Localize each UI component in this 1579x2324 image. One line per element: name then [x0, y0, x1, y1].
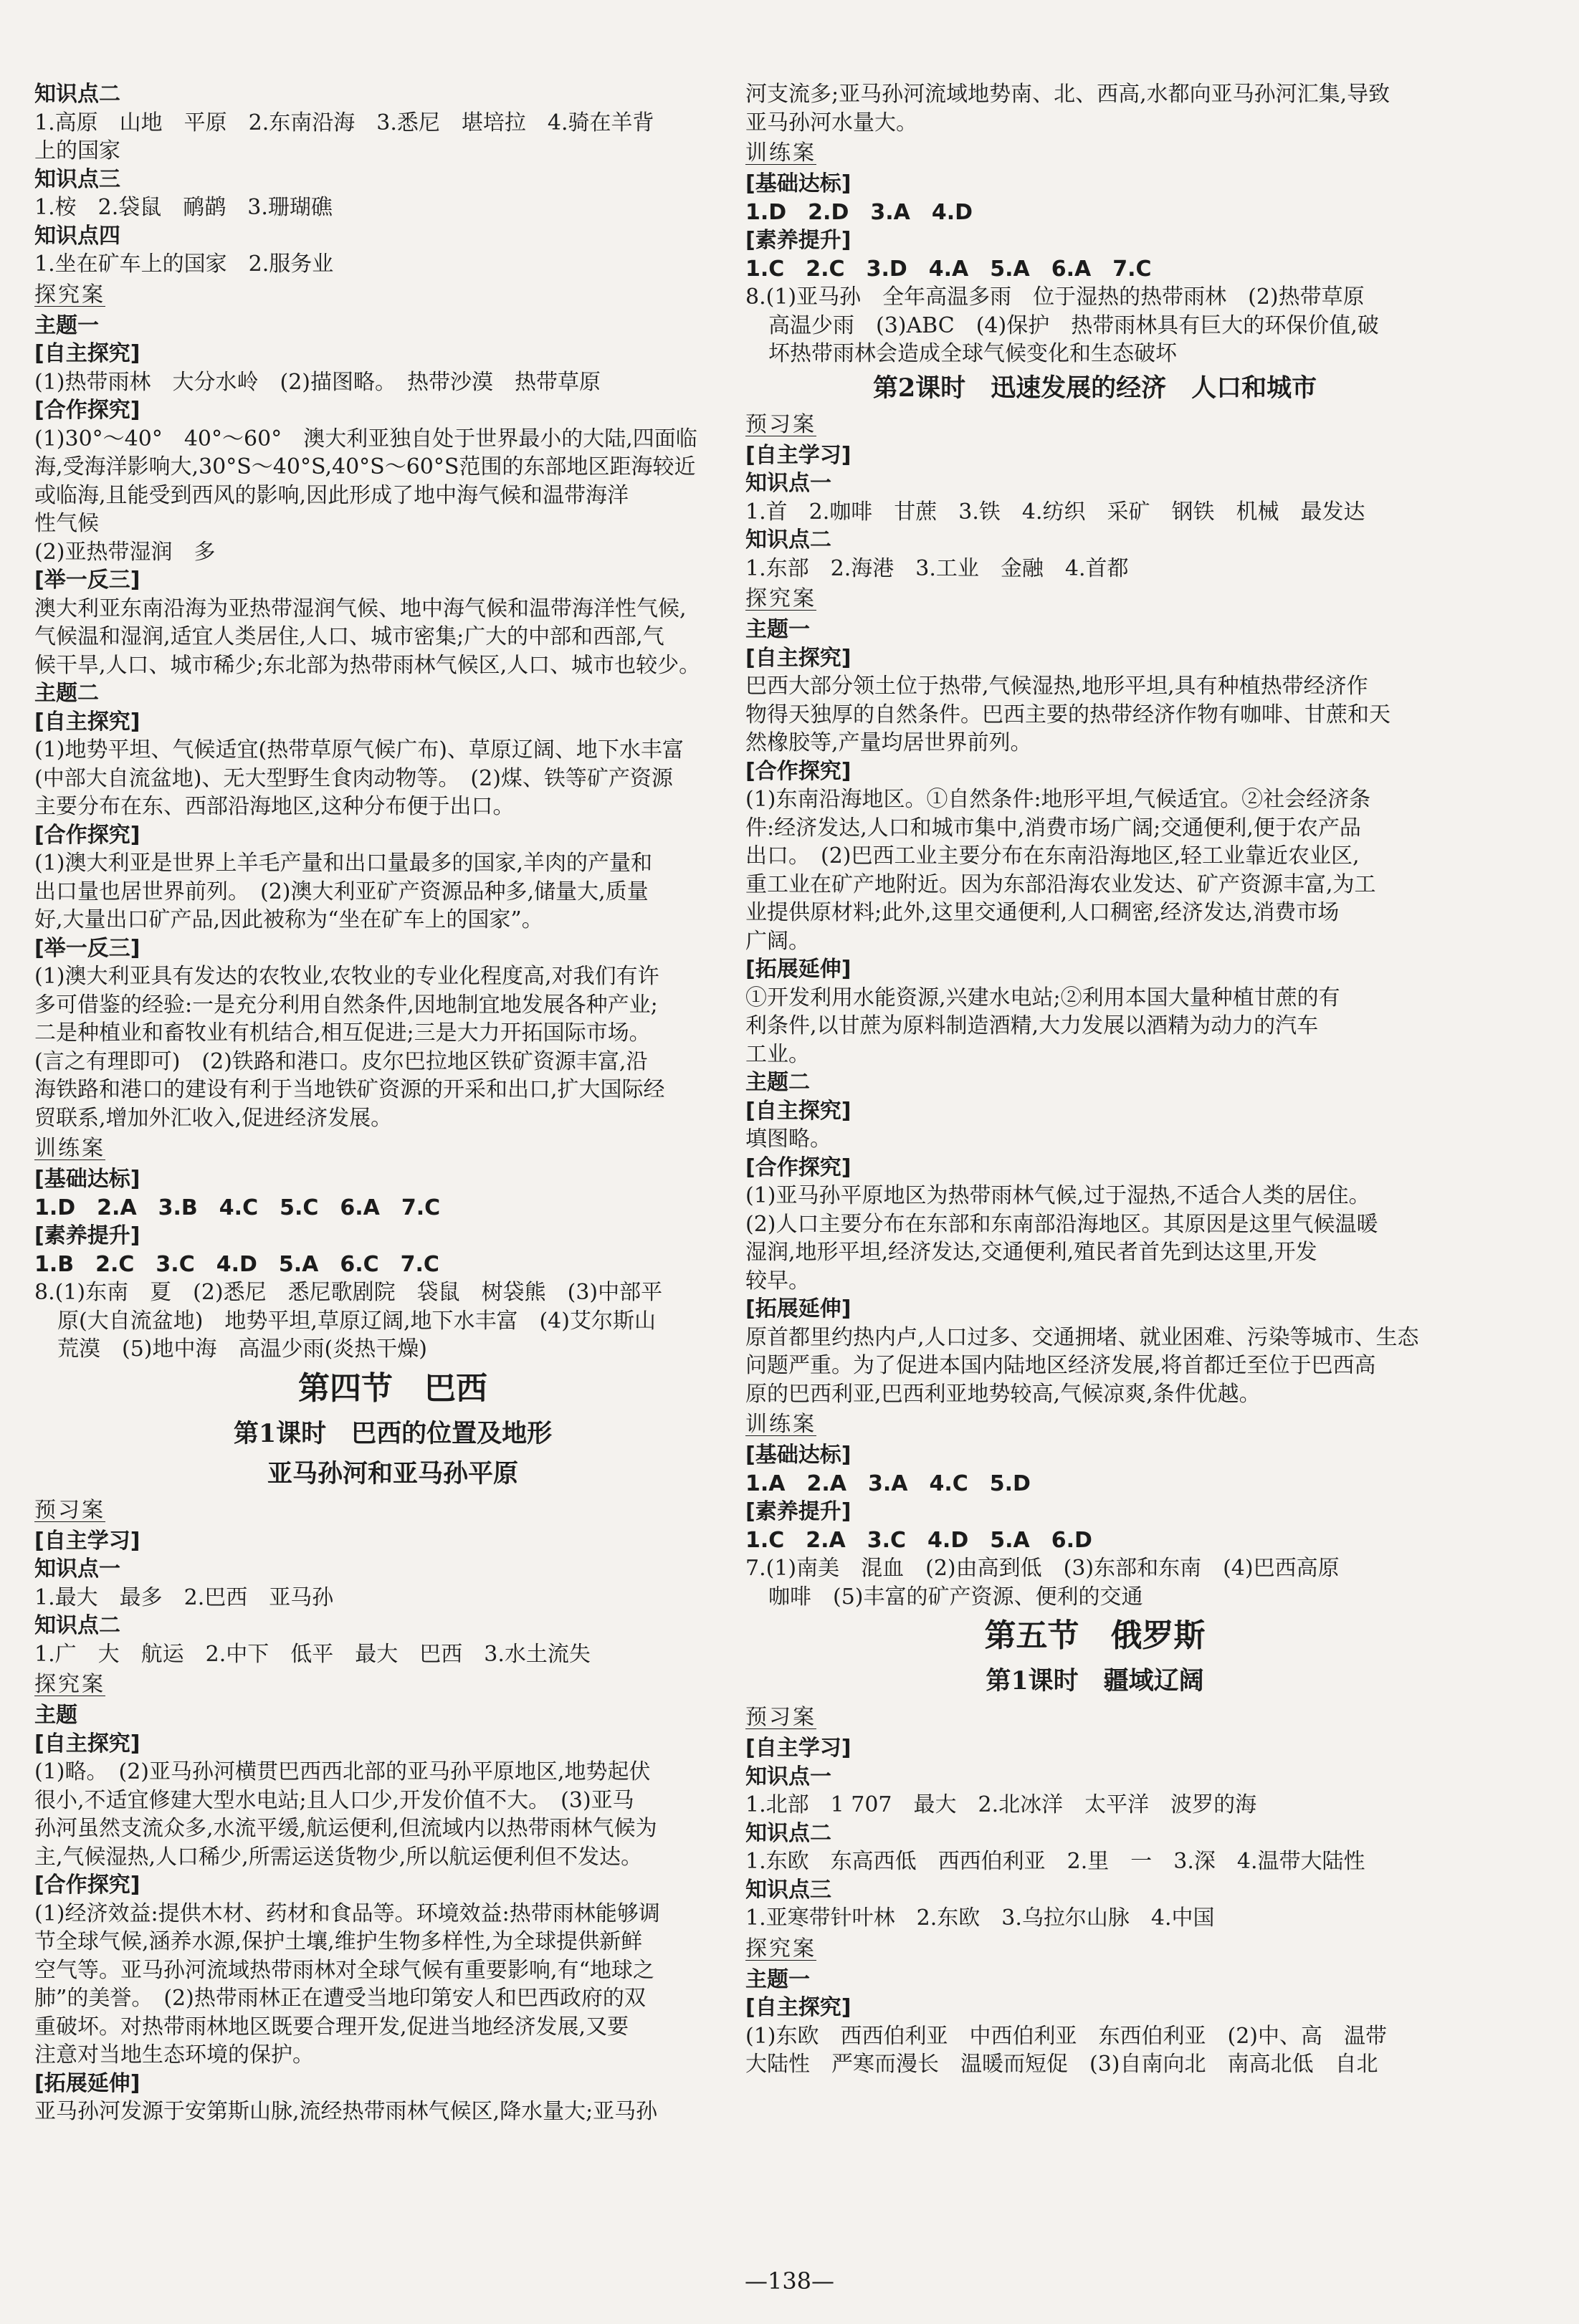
text-line: 澳大利亚东南沿海为亚热带湿润气候、地中海气候和温带海洋性气候, [34, 596, 687, 621]
subheading: 主题一 [745, 1966, 810, 1992]
text-line: (1)东南沿海地区。①自然条件:地形平坦,气候适宜。②社会经济条 [745, 787, 1371, 812]
bracket-heading: [基础达标] [745, 171, 851, 196]
text-line: 主要分布在东、西部沿海地区,这种分布便于出口。 [34, 794, 515, 819]
bracket-heading: [自主探究] [34, 341, 140, 366]
subheading: 知识点四 [34, 223, 120, 249]
text-line: 8.(1)东南 夏 (2)悉尼 悉尼歌剧院 袋鼠 树袋熊 (3)中部平 [34, 1280, 663, 1305]
bracket-heading: [自主学习] [34, 1528, 140, 1554]
text-line: 广阔。 [745, 928, 810, 954]
text-line: 1.北部 1 707 最大 2.北冰洋 太平洋 波罗的海 [745, 1792, 1257, 1817]
text-line: 高温少雨 (3)ABC (4)保护 热带雨林具有巨大的环保价值,破 [768, 312, 1379, 338]
subheading: 知识点一 [745, 1764, 831, 1789]
subheading: 知识点二 [34, 82, 120, 107]
bracket-heading: [拓展延伸] [745, 957, 851, 982]
text-line: 肺”的美誉。 (2)热带雨林正在遭受当地印第安人和巴西政府的双 [34, 1986, 646, 2011]
lesson-title: 第1课时 疆域辽阔 [986, 1666, 1204, 1696]
subheading: 主题一 [34, 312, 99, 338]
answer-line: 1.B 2.C 3.C 4.D 5.A 6.C 7.C [34, 1251, 439, 1277]
section-label: 训练案 [745, 1412, 816, 1437]
bracket-heading: [拓展延伸] [745, 1296, 851, 1321]
answer-line: 1.C 2.A 3.C 4.D 5.A 6.D [745, 1527, 1092, 1553]
text-line: 重工业在矿产地附近。因为东部沿海农业发达、矿产资源丰富,为工 [745, 871, 1376, 897]
text-line: 主,气候湿热,人口稀少,所需运送货物少,所以航运便利但不发达。 [34, 1844, 643, 1870]
section-label: 预习案 [745, 411, 816, 437]
bracket-heading: [合作探究] [34, 398, 140, 423]
section-label: 预习案 [34, 1497, 105, 1523]
text-line: 性气候 [34, 511, 99, 536]
text-line: 1.亚寒带针叶林 2.东欧 3.乌拉尔山脉 4.中国 [745, 1905, 1215, 1931]
answer-line: 1.D 2.D 3.A 4.D [745, 199, 973, 225]
bracket-heading: [自主探究] [745, 645, 851, 671]
text-line: 1.东部 2.海港 3.工业 金融 4.首都 [745, 555, 1129, 581]
text-line: 然橡胶等,产量均居世界前列。 [745, 730, 1032, 755]
text-line: 原(大自流盆地) 地势平坦,草原辽阔,地下水丰富 (4)艾尔斯山 [57, 1308, 656, 1334]
text-line: (1)东欧 西西伯利亚 中西伯利亚 东西伯利亚 (2)中、高 温带 [745, 2023, 1387, 2049]
text-line: 1.坐在矿车上的国家 2.服务业 [34, 252, 334, 277]
text-line: 物得天独厚的自然条件。巴西主要的热带经济作物有咖啡、甘蔗和天 [745, 702, 1390, 727]
text-line: 出口。 (2)巴西工业主要分布在东南沿海地区,轻工业靠近农业区, [745, 843, 1360, 869]
text-line: 1.东欧 东高西低 西西伯利亚 2.里 一 3.深 4.温带大陆性 [745, 1849, 1365, 1874]
text-line: 或临海,且能受到西风的影响,因此形成了地中海气候和温带海洋 [34, 482, 629, 508]
answer-line: 1.D 2.A 3.B 4.C 5.C 6.A 7.C [34, 1195, 441, 1220]
text-line: 7.(1)南美 混血 (2)由高到低 (3)东部和东南 (4)巴西高原 [745, 1556, 1340, 1581]
bracket-heading: [举一反三] [34, 935, 140, 961]
text-line: (中部大自流盆地)、无大型野生食肉动物等。 (2)煤、铁等矿产资源 [34, 765, 673, 791]
subheading: 知识点二 [745, 527, 831, 553]
text-line: 1.桉 2.袋鼠 鸸鹋 3.珊瑚礁 [34, 195, 333, 220]
text-line: 荒漠 (5)地中海 高温少雨(炎热干燥) [57, 1336, 427, 1362]
text-line: 二是种植业和畜牧业有机结合,相互促进;三是大力开拓国际市场。 [34, 1020, 651, 1046]
subheading: 知识点一 [34, 1556, 120, 1582]
bracket-heading: [自主探究] [34, 709, 140, 735]
lesson-title: 第1课时 巴西的位置及地形 [233, 1418, 553, 1448]
text-line: 利条件,以甘蔗为原料制造酒精,大力发展以酒精为动力的汽车 [745, 1013, 1319, 1038]
text-line: 1.首 2.咖啡 甘蔗 3.铁 4.纺织 采矿 钢铁 机械 最发达 [745, 499, 1365, 525]
text-line: 件:经济发达,人口和城市集中,消费市场广阔;交通便利,便于农产品 [745, 815, 1361, 841]
text-line: 工业。 [745, 1041, 810, 1067]
text-line: 湿润,地形平坦,经济发达,交通便利,殖民者首先到达这里,开发 [745, 1240, 1317, 1265]
text-line: 海,受海洋影响大,30°S～40°S,40°S～60°S范围的东部地区距海较近 [34, 454, 696, 479]
text-line: 很小,不适宜修建大型水电站;且人口少,开发价值不大。 (3)亚马 [34, 1787, 634, 1813]
subheading: 知识点一 [745, 471, 831, 496]
section-label: 探究案 [34, 1672, 105, 1697]
lesson-title: 亚马孙河和亚马孙平原 [267, 1458, 518, 1488]
text-line: 空气等。亚马孙河流域热带雨林对全球气候有重要影响,有“地球之 [34, 1957, 654, 1983]
text-line: (1)热带雨林 大分水岭 (2)描图略。 热带沙漠 热带草原 [34, 369, 601, 395]
bracket-heading: [自主学习] [745, 442, 851, 468]
text-line: 8.(1)亚马孙 全年高温多雨 位于湿热的热带雨林 (2)热带草原 [745, 284, 1365, 310]
text-line: (1)30°～40° 40°～60° 澳大利亚独自处于世界最小的大陆,四面临 [34, 426, 697, 451]
text-line: 好,大量出口矿产品,因此被称为“坐在矿车上的国家”。 [34, 907, 543, 932]
subheading: 知识点二 [745, 1820, 831, 1846]
text-line: 咖啡 (5)丰富的矿产资源、便利的交通 [768, 1584, 1143, 1610]
text-line: 气候温和湿润,适宜人类居住,人口、城市密集;广大的中部和西部,气 [34, 624, 664, 649]
text-line: 较早。 [745, 1268, 810, 1293]
subheading: 知识点三 [745, 1877, 831, 1903]
text-line: (1)亚马孙平原地区为热带雨林气候,过于湿热,不适合人类的居住。 [745, 1183, 1370, 1208]
text-line: 出口量也居世界前列。 (2)澳大利亚矿产资源品种多,储量大,质量 [34, 879, 649, 904]
text-line: (言之有理即可) (2)铁路和港口。皮尔巴拉地区铁矿资源丰富,沿 [34, 1048, 648, 1074]
text-line: 坏热带雨林会造成全球气候变化和生态破坏 [768, 341, 1177, 366]
left-column [34, 80, 751, 2126]
text-line: 孙河虽然支流众多,水流平缓,航运便利,但流域内以热带雨林气候为 [34, 1816, 657, 1841]
text-line: 注意对当地生态环境的保护。 [34, 2042, 314, 2067]
bracket-heading: [素养提升] [745, 1499, 851, 1524]
bracket-heading: [自主探究] [745, 1995, 851, 2020]
page-number: —138— [744, 2267, 835, 2295]
answer-line: 1.A 2.A 3.A 4.C 5.D [745, 1471, 1031, 1496]
text-line: 海铁路和港口的建设有利于当地铁矿资源的开采和出口,扩大国际经 [34, 1077, 665, 1102]
text-line: 亚马孙河水量大。 [745, 110, 917, 135]
section-title: 第四节 巴西 [298, 1369, 487, 1407]
text-line: 贸联系,增加外汇收入,促进经济发展。 [34, 1105, 393, 1131]
subheading: 主题一 [745, 617, 810, 642]
text-line: (1)地势平坦、气候适宜(热带草原气候广布)、草原辽阔、地下水丰富 [34, 737, 684, 762]
bracket-heading: [举一反三] [34, 568, 140, 593]
text-line: (2)亚热带湿润 多 [34, 539, 216, 565]
subheading: 知识点三 [34, 166, 120, 192]
subheading: 主题 [34, 1703, 77, 1728]
text-line: 候干旱,人口、城市稀少;东北部为热带雨林气候区,人口、城市也较少。 [34, 652, 701, 678]
section-label: 训练案 [34, 1136, 105, 1161]
text-line: 问题严重。为了促进本国内陆地区经济发展,将首都迁至位于巴西高 [745, 1353, 1376, 1378]
section-label: 探究案 [745, 586, 816, 611]
section-label: 预习案 [745, 1705, 816, 1730]
text-line: 业提供原材料;此外,这里交通便利,人口稠密,经济发达,消费市场 [745, 900, 1340, 925]
text-line: 河支流多;亚马孙河流域地势南、北、西高,水都向亚马孙河汇集,导致 [745, 82, 1390, 107]
bracket-heading: [自主学习] [745, 1736, 851, 1761]
text-line: 原首都里约热内卢,人口过多、交通拥堵、就业困难、污染等城市、生态 [745, 1324, 1419, 1350]
text-line: 重破坏。对热带雨林地区既要合理开发,促进当地经济发展,又要 [34, 2014, 629, 2040]
bracket-heading: [合作探究] [745, 758, 851, 784]
text-line: 原的巴西利亚,巴西利亚地势较高,气候凉爽,条件优越。 [745, 1381, 1261, 1407]
bracket-heading: [自主探究] [745, 1098, 851, 1124]
text-line: (1)澳大利亚具有发达的农牧业,农牧业的专业化程度高,对我们有许 [34, 964, 659, 989]
section-label: 训练案 [745, 140, 816, 166]
text-line: 填图略。 [745, 1127, 831, 1152]
text-line: 1.高原 山地 平原 2.东南沿海 3.悉尼 堪培拉 4.骑在羊背 [34, 110, 654, 135]
right-column [745, 80, 1444, 2079]
bracket-heading: [素养提升] [745, 228, 851, 253]
subheading: 知识点二 [34, 1613, 120, 1638]
text-line: 多可借鉴的经验:一是充分利用自然条件,因地制宜地发展各种产业; [34, 992, 658, 1018]
text-line: 上的国家 [34, 138, 120, 163]
text-line: 巴西大部分领土位于热带,气候湿热,地形平坦,具有种植热带经济作 [745, 674, 1368, 699]
text-line: (2)人口主要分布在东部和东南部沿海地区。其原因是这里气候温暖 [745, 1211, 1378, 1237]
text-line: ①开发利用水能资源,兴建水电站;②利用本国大量种植甘蔗的有 [745, 985, 1340, 1010]
bracket-heading: [合作探究] [34, 1873, 140, 1898]
section-label: 探究案 [34, 282, 105, 307]
text-line: 1.广 大 航运 2.中下 低平 最大 巴西 3.水土流失 [34, 1641, 591, 1667]
bracket-heading: [合作探究] [745, 1154, 851, 1180]
subheading: 主题二 [745, 1070, 810, 1095]
text-line: (1)澳大利亚是世界上羊毛产量和出口量最多的国家,羊肉的产量和 [34, 851, 653, 876]
text-line: 节全球气候,涵养水源,保护土壤,维护生物多样性,为全球提供新鲜 [34, 1929, 643, 1954]
subheading: 主题二 [34, 681, 99, 706]
text-line: (1)经济效益:提供木材、药材和食品等。环境效益:热带雨林能够调 [34, 1900, 660, 1926]
bracket-heading: [合作探究] [34, 822, 140, 848]
text-line: 大陆性 严寒而漫长 温暖而短促 (3)自南向北 南高北低 自北 [745, 2052, 1378, 2077]
text-line: 1.最大 最多 2.巴西 亚马孙 [34, 1584, 334, 1610]
text-line: (1)略。 (2)亚马孙河横贯巴西西北部的亚马孙平原地区,地势起伏 [34, 1759, 651, 1784]
lesson-title: 第2课时 迅速发展的经济 人口和城市 [872, 373, 1317, 403]
section-title: 第五节 俄罗斯 [984, 1617, 1206, 1654]
bracket-heading: [拓展延伸] [34, 2070, 140, 2096]
answer-line: 1.C 2.C 3.D 4.A 5.A 6.A 7.C [745, 256, 1152, 282]
bracket-heading: [基础达标] [34, 1167, 140, 1192]
section-label: 探究案 [745, 1936, 816, 1961]
bracket-heading: [素养提升] [34, 1223, 140, 1248]
bracket-heading: [自主探究] [34, 1731, 140, 1756]
text-line: 亚马孙河发源于安第斯山脉,流经热带雨林气候区,降水量大;亚马孙 [34, 2099, 658, 2124]
bracket-heading: [基础达标] [745, 1443, 851, 1468]
